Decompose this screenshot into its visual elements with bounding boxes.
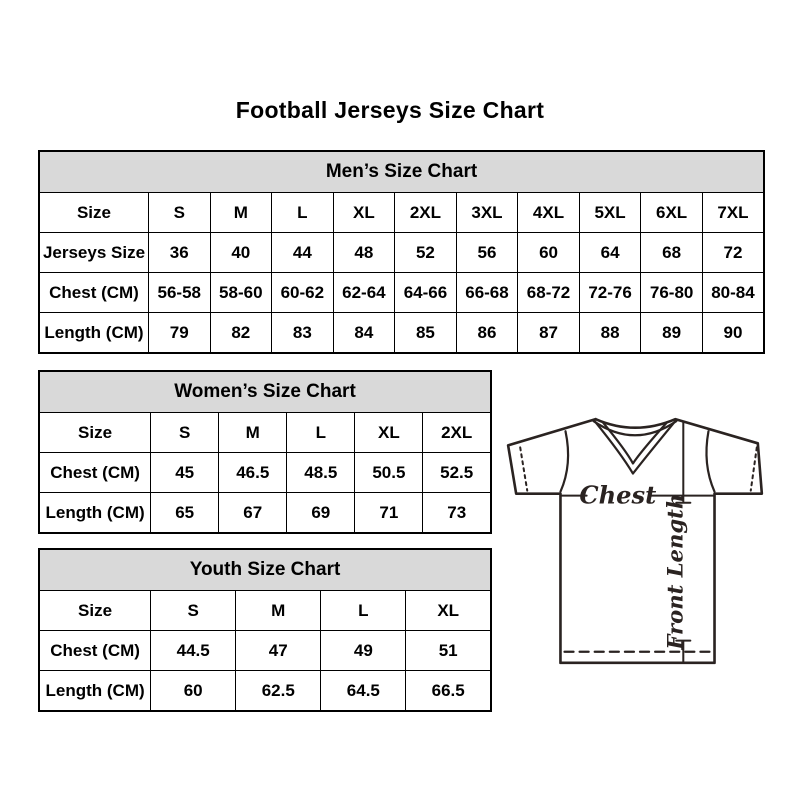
womens-cell-r2-c3: 69 — [287, 493, 355, 534]
mens-table-row — [39, 273, 764, 313]
womens-cell-r0-c2: M — [219, 413, 287, 453]
youth-table-title: Youth Size Chart — [39, 549, 491, 591]
womens-cell-r2-c1: 65 — [151, 493, 219, 534]
mens-cell-r2-c5: 64-66 — [395, 273, 457, 313]
mens-table-row — [39, 233, 764, 273]
mens-cell-r1-c7: 60 — [518, 233, 580, 273]
mens-cell-r0-c7: 4XL — [518, 193, 580, 233]
youth-row-label: Size — [39, 591, 151, 631]
womens-table-row — [39, 453, 491, 493]
mens-cell-r2-c1: 56-58 — [148, 273, 210, 313]
mens-cell-r0-c1: S — [148, 193, 210, 233]
mens-cell-r2-c7: 68-72 — [518, 273, 580, 313]
mens-cell-r2-c2: 58-60 — [210, 273, 272, 313]
womens-cell-r2-c5: 73 — [423, 493, 491, 534]
womens-cell-r1-c3: 48.5 — [287, 453, 355, 493]
youth-cell-r1-c3: 49 — [321, 631, 406, 671]
womens-cell-r0-c5: 2XL — [423, 413, 491, 453]
womens-cell-r1-c4: 50.5 — [355, 453, 423, 493]
mens-table-title: Men’s Size Chart — [39, 151, 764, 193]
mens-cell-r3-c7: 87 — [518, 313, 580, 354]
womens-cell-r0-c3: L — [287, 413, 355, 453]
womens-cell-r1-c1: 45 — [151, 453, 219, 493]
mens-cell-r1-c8: 64 — [579, 233, 641, 273]
mens-cell-r3-c5: 85 — [395, 313, 457, 354]
youth-cell-r1-c2: 47 — [236, 631, 321, 671]
mens-cell-r1-c4: 48 — [333, 233, 395, 273]
womens-cell-r0-c4: XL — [355, 413, 423, 453]
mens-cell-r2-c4: 62-64 — [333, 273, 395, 313]
mens-cell-r1-c9: 68 — [641, 233, 703, 273]
page-title: Football Jerseys Size Chart — [235, 97, 545, 123]
youth-cell-r0-c2: M — [236, 591, 321, 631]
youth-cell-r2-c3: 64.5 — [321, 671, 406, 712]
jersey-diagram — [498, 398, 780, 690]
mens-cell-r3-c9: 89 — [641, 313, 703, 354]
mens-cell-r3-c4: 84 — [333, 313, 395, 354]
womens-table-title: Women’s Size Chart — [39, 371, 491, 413]
youth-size-table — [38, 548, 492, 706]
womens-cell-r2-c4: 71 — [355, 493, 423, 534]
mens-cell-r0-c2: M — [210, 193, 272, 233]
mens-cell-r0-c5: 2XL — [395, 193, 457, 233]
mens-cell-r3-c10: 90 — [702, 313, 764, 354]
chest-label: Chest — [579, 480, 657, 510]
mens-cell-r0-c3: L — [272, 193, 334, 233]
womens-row-label: Length (CM) — [39, 493, 151, 534]
mens-cell-r0-c6: 3XL — [456, 193, 518, 233]
womens-table-row — [39, 493, 491, 534]
mens-cell-r2-c8: 72-76 — [579, 273, 641, 313]
youth-cell-r2-c4: 66.5 — [406, 671, 491, 712]
womens-size-table — [38, 370, 492, 528]
youth-row-label: Chest (CM) — [39, 631, 151, 671]
youth-table-row — [39, 591, 491, 631]
womens-cell-r0-c1: S — [151, 413, 219, 453]
youth-table-row — [39, 671, 491, 712]
youth-cell-r2-c2: 62.5 — [236, 671, 321, 712]
mens-cell-r1-c2: 40 — [210, 233, 272, 273]
womens-cell-r1-c5: 52.5 — [423, 453, 491, 493]
mens-table-row — [39, 313, 764, 354]
mens-cell-r2-c9: 76-80 — [641, 273, 703, 313]
left-cuff-dashed-line — [520, 447, 527, 490]
mens-cell-r0-c4: XL — [333, 193, 395, 233]
womens-row-label: Chest (CM) — [39, 453, 151, 493]
womens-cell-r1-c2: 46.5 — [219, 453, 287, 493]
mens-cell-r3-c3: 83 — [272, 313, 334, 354]
mens-cell-r0-c8: 5XL — [579, 193, 641, 233]
mens-size-table — [38, 150, 765, 348]
mens-cell-r1-c3: 44 — [272, 233, 334, 273]
right-sleeve-seam — [706, 431, 714, 491]
jersey-outline-shape — [508, 419, 762, 663]
mens-table-row — [39, 193, 764, 233]
mens-cell-r0-c10: 7XL — [702, 193, 764, 233]
womens-cell-r2-c2: 67 — [219, 493, 287, 534]
mens-cell-r1-c10: 72 — [702, 233, 764, 273]
mens-row-label: Size — [39, 193, 148, 233]
mens-row-label: Length (CM) — [39, 313, 148, 354]
mens-cell-r0-c9: 6XL — [641, 193, 703, 233]
womens-row-label: Size — [39, 413, 151, 453]
youth-cell-r0-c1: S — [151, 591, 236, 631]
mens-cell-r3-c6: 86 — [456, 313, 518, 354]
mens-cell-r1-c1: 36 — [148, 233, 210, 273]
youth-cell-r1-c1: 44.5 — [151, 631, 236, 671]
right-cuff-dashed-line — [751, 447, 757, 490]
mens-cell-r1-c5: 52 — [395, 233, 457, 273]
mens-cell-r2-c10: 80-84 — [702, 273, 764, 313]
mens-cell-r3-c2: 82 — [210, 313, 272, 354]
mens-row-label: Jerseys Size — [39, 233, 148, 273]
left-sleeve-seam — [560, 431, 568, 491]
mens-cell-r3-c8: 88 — [579, 313, 641, 354]
womens-table-row — [39, 413, 491, 453]
mens-cell-r2-c6: 66-68 — [456, 273, 518, 313]
mens-cell-r1-c6: 56 — [456, 233, 518, 273]
youth-cell-r0-c3: L — [321, 591, 406, 631]
youth-row-label: Length (CM) — [39, 671, 151, 712]
mens-row-label: Chest (CM) — [39, 273, 148, 313]
youth-cell-r0-c4: XL — [406, 591, 491, 631]
youth-table-row — [39, 631, 491, 671]
mens-cell-r3-c1: 79 — [148, 313, 210, 354]
youth-cell-r2-c1: 60 — [151, 671, 236, 712]
youth-cell-r1-c4: 51 — [406, 631, 491, 671]
front-length-label: Front Length — [662, 493, 688, 650]
mens-cell-r2-c3: 60-62 — [272, 273, 334, 313]
